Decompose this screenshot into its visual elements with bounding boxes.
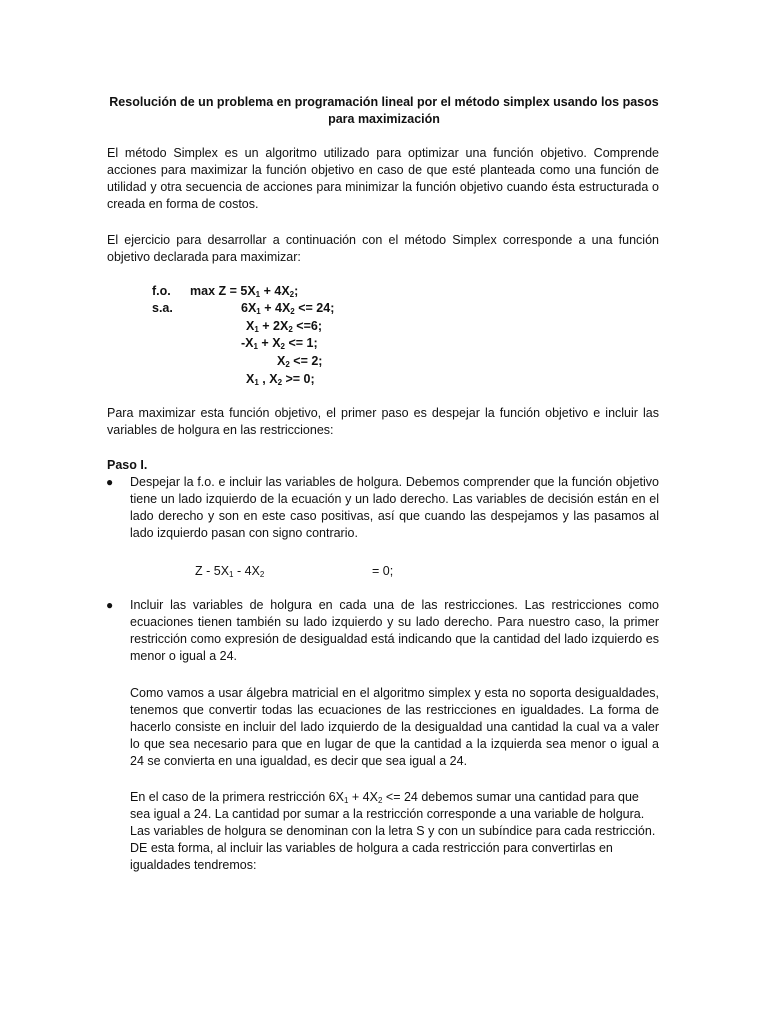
cleared-equation-lhs: Z - $5X_1 - 4X_2$ bbox=[195, 564, 265, 579]
exercise-paragraph: El ejercicio para desarrollar a continuación con el método Simplex corresponde a una función objetivo declarada para maximizar: bbox=[107, 233, 659, 264]
intro-paragraph: El método Simplex es un algoritmo utilizado para optimizar una función objetivo. Comprende acciones para maximizar la función objetivo en caso de que esté planteada como una función de utilidad y otra secuencia de acciones para minimizar la función objetivo cuando ésta estructurada o creada en forma de costos. bbox=[107, 146, 659, 211]
constraint-4: $X_2 <= 2$; bbox=[277, 354, 323, 369]
constraint-3: $-X_1 + X_2 <= 1$; bbox=[241, 336, 318, 351]
bullet-1-text: Despejar la f.o. e incluir las variables de holgura. Debemos comprender que la función objetivo tiene un lado izquierdo de la ecuación y un lado derecho. Las variables de decisión están en el lado derecho y son en este caso positivas, así que cuando las despejamos y las pasamos al lado izquierdo pasan con signo contrario. bbox=[130, 475, 659, 540]
sa-label: s.a. bbox=[152, 301, 173, 315]
cleared-equation-rhs: = 0; bbox=[372, 564, 394, 578]
constraint-5: $X_1$ , $X_2 >= 0$; bbox=[246, 372, 315, 387]
bullet-2-text: Incluir las variables de holgura en cada una de las restricciones. Las restricciones como ecuaciones tienen también su lado izquierdo y su lado derecho. Para nuestro caso, la primer restricción como expresión de desigualdad está indicando que la cantidad del lado izquierdo es menor o igual a 24. bbox=[130, 598, 659, 663]
case-paragraph: En el caso de la primera restricción $6X_1 + 4X_2 <= 24$ debemos sumar una cantidad para que sea igual a 24. La cantidad por sumar a la restricción corresponde a una variable de holgura. Las variables de holgura se denominan con la letra S y con un subíndice para cada restricción. DE esta forma, al incluir las variables de holgura a cada restricción para convertirlas en igualdades tendremos: bbox=[130, 790, 656, 872]
maximize-paragraph: Para maximizar esta función objetivo, el primer paso es despejar la función objetivo e incluir las variables de holgura en las restricciones: bbox=[107, 406, 659, 437]
constraint-2: $X_1 + 2X_2 <=6$; bbox=[246, 319, 322, 334]
bullet-icon: ● bbox=[106, 598, 114, 612]
objective-function: $\max Z = 5X_1 + 4X_2$; bbox=[190, 284, 299, 299]
step-heading: Paso I. bbox=[107, 458, 148, 472]
document-title: Resolución de un problema en programación lineal por el método simplex usando los pasos para maximización bbox=[109, 95, 659, 126]
bullet-icon: ● bbox=[106, 475, 114, 489]
fo-label: f.o. bbox=[152, 284, 171, 298]
constraint-1: $6X_1 + 4X_2 <= 24$; bbox=[241, 301, 335, 316]
matrix-paragraph: Como vamos a usar álgebra matricial en el algoritmo simplex y esta no soporta desigualdades, tenemos que convertir todas las ecuaciones de las restricciones en igualdades. La forma de hacerlo consiste en incluir del lado izquierdo de la desigualdad una cantidad la cual va a valer lo que sea necesario para que en lugar de que la cantidad a la izquierda sea menor o igual a 24 se convierta en una igualdad, es decir que sea igual a 24. bbox=[130, 686, 659, 768]
